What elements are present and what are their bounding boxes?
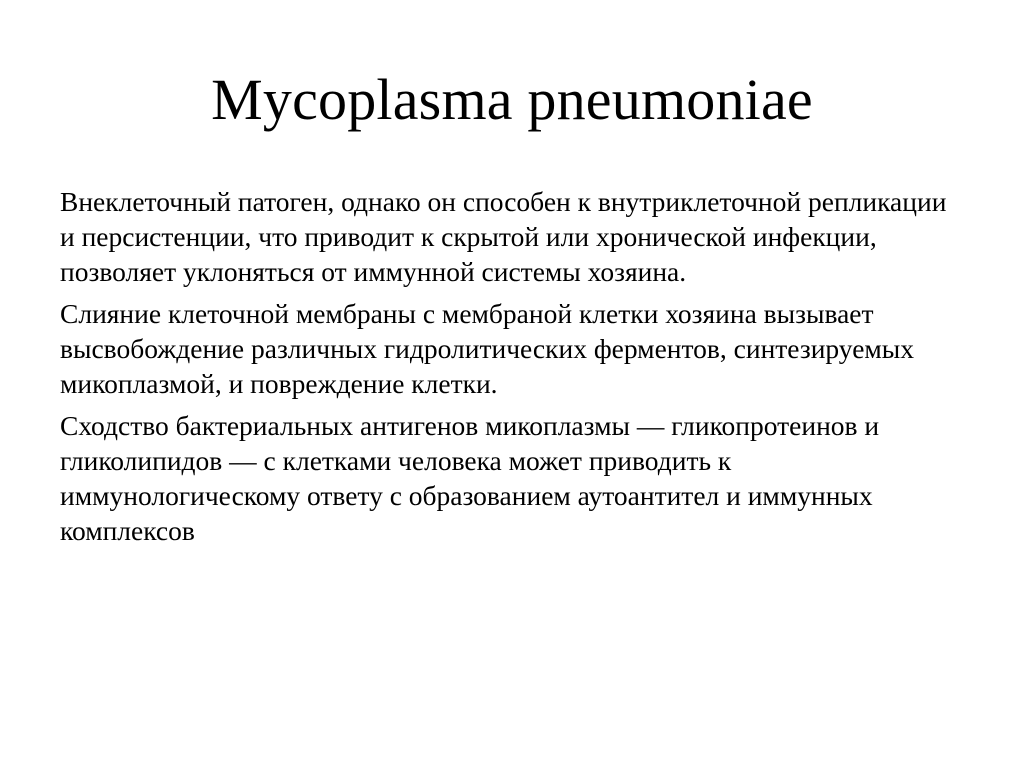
paragraph-3: Сходство бактериальных антигенов микоплазмы — гликопротеинов и гликолипидов — с клетками человека может приводить к иммунологическому ответу с образованием аутоантител и иммунных комплексов: [60, 410, 880, 546]
paragraph-2: Слияние клеточной мембраны с мембраной клетки хозяина вызывает высвобождение различных гидролитических ферментов, синтезируемых микоплазмой, и повреждение клетки.: [60, 298, 915, 399]
paragraph-1: Внеклеточный патоген, однако он способен к внутриклеточной репликации и персистенции, что приводит к скрытой или хронической инфекции, позволяет уклоняться от иммунной системы хозяина.: [60, 186, 947, 287]
slide-title: Mycoplasma pneumoniae: [211, 67, 813, 132]
slide-body: [60, 184, 960, 555]
